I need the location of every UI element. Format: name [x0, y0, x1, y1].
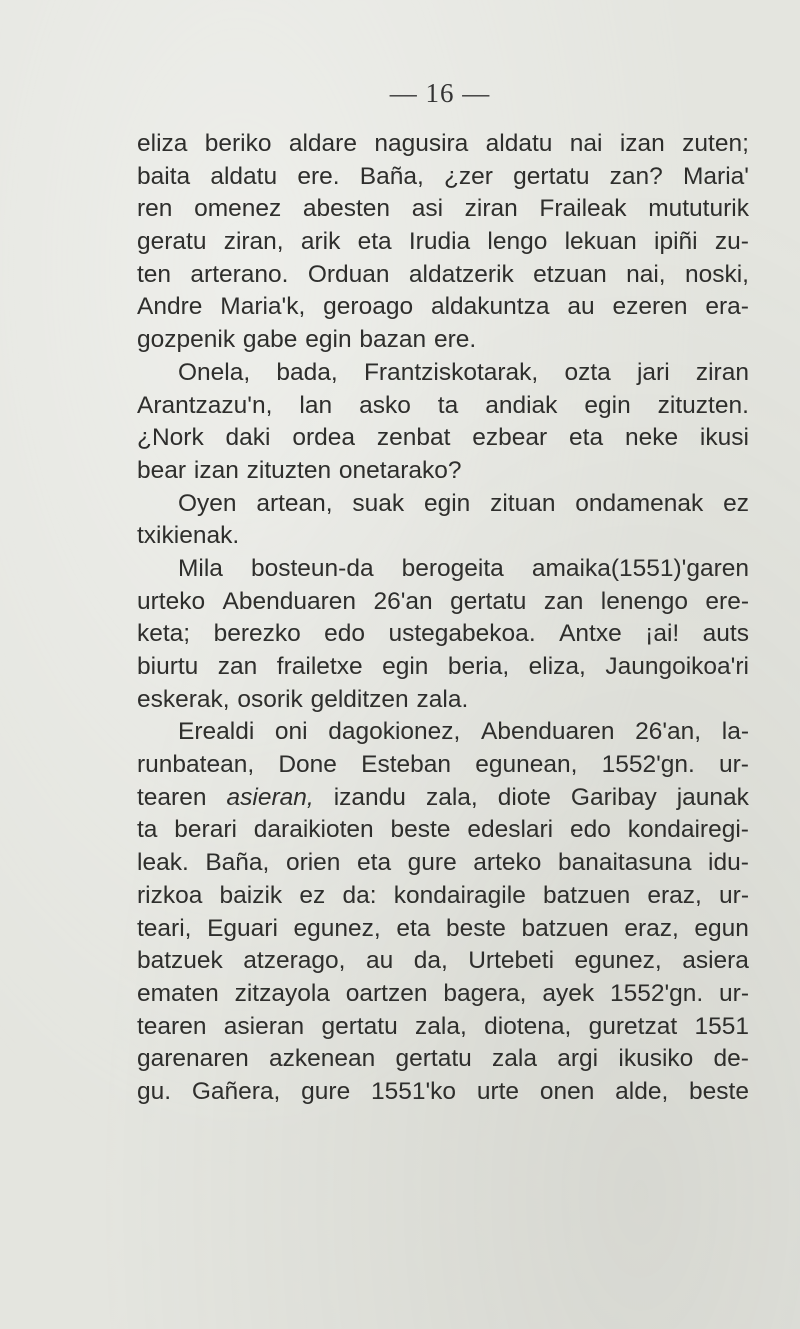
text-line: bear izan zituzten onetarako?: [137, 456, 462, 484]
text-line: garenaren azkenean gertatu zala argi ikusiko de-: [137, 1045, 749, 1073]
text-line: Oyen artean, suak egin zituan ondamenak ez: [178, 489, 749, 517]
text-line: ¿Nork daki ordea zenbat ezbear eta neke ikusi: [137, 424, 749, 452]
text-line: ematen zitzayola oartzen bagera, ayek 1552'gn. ur-: [137, 979, 749, 1007]
text-line: Erealdi oni dagokionez, Abenduaren 26'an, la-: [178, 718, 749, 746]
text-line: txikienak.: [137, 522, 240, 550]
text-line: tearen asieran gertatu zala, diotena, guretzat 1551: [137, 1012, 749, 1040]
text-line: batzuek atzerago, au da, Urtebeti egunez, asiera: [137, 947, 749, 975]
text-line: Andre Maria'k, geroago aldakuntza au ezeren era-: [137, 293, 749, 321]
text-line: Onela, bada, Frantziskotarak, ozta jari ziran: [178, 358, 749, 386]
text-line: leak. Baña, orien eta gure arteko banaitasuna idu-: [137, 849, 749, 877]
text-line: ten arterano. Orduan aldatzerik etzuan nai, noski,: [137, 260, 749, 288]
text-line: geratu ziran, arik eta Irudia lengo lekuan ipiñi zu-: [137, 228, 749, 256]
text-line: biurtu zan frailetxe egin beria, eliza, Jaungoikoa'ri: [137, 653, 749, 680]
text-line: rizkoa baizik ez da: kondairagile batzuen eraz, ur-: [137, 881, 749, 909]
text-line: teari, Eguari egunez, eta beste batzuen eraz, egun: [137, 914, 749, 942]
text-line: eliza beriko aldare nagusira aldatu nai izan zuten;: [137, 130, 749, 157]
text-line: gu. Gañera, gure 1551'ko urte onen alde, beste: [137, 1077, 749, 1105]
page-number: — 16 —: [389, 78, 491, 108]
text-line: runbatean, Done Esteban egunean, 1552'gn. ur-: [137, 751, 749, 779]
text-line: tearen asieran, izandu zala, diote Garibay jaunak: [137, 783, 749, 811]
body-text: [137, 128, 749, 1109]
text-line: keta; berezko edo ustegabekoa. Antxe ¡ai! auts: [137, 620, 749, 648]
text-line: ren omenez abesten asi ziran Fraileak mututurik: [137, 195, 749, 223]
text-line: ta berari daraikioten beste edeslari edo kondairegi-: [137, 816, 749, 844]
text-line: baita aldatu ere. Baña, ¿zer gertatu zan? Maria': [137, 162, 749, 190]
text-line: eskerak, osorik gelditzen zala.: [137, 685, 469, 713]
text-line: Mila bosteun-da berogeita amaika(1551)'garen: [178, 554, 749, 582]
text-line: urteko Abenduaren 26'an gertatu zan lenengo ere-: [137, 587, 749, 615]
text-line: gozpenik gabe egin bazan ere.: [137, 326, 477, 354]
text-line: Arantzazu'n, lan asko ta andiak egin zituzten.: [137, 391, 749, 419]
